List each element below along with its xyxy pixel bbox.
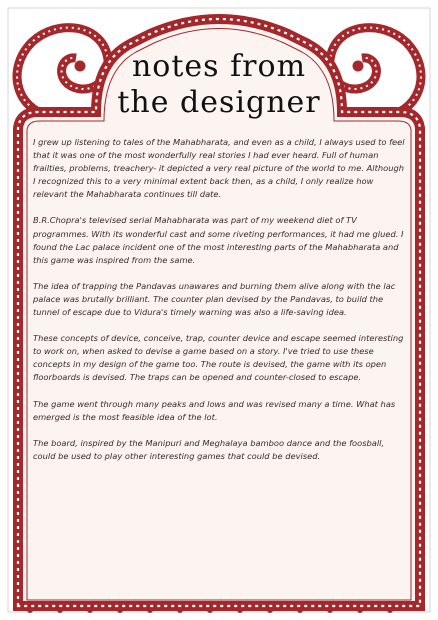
paragraph-6: The board, inspired by the Manipuri and Meghalaya bamboo dance and the foosball, could be used to play other interesting games that could be devised. (33, 437, 385, 461)
title-line-1: notes from (131, 49, 307, 84)
paragraph-4: These concepts of device, conceive, trap, counter device and escape seemed interesting to work on, when asked to devise a game based on a story. I've tried to use these concepts in my design of the game too. The route is devised, the game with its open floorboards is devised. The traps can be opened and counter-closed to escape. (33, 333, 404, 383)
paragraph-5: The game went through many peaks and lows and was revised many a time. What has emerged is the most feasible idea of the lot. (33, 398, 396, 422)
paragraph-2: B.R.Chopra's televised serial Mahabharata was part of my weekend diet of TV programmes. With its wonderful cast and some riveting performances, it had me glued. I found the Lac palace incident one of the most interesting parts of the Mahabharata and this game was inspired from the same. (33, 215, 404, 265)
paragraph-3: The idea of trapping the Pandavas unawares and burning them alive along with the lac palace was brutally brilliant. The counter plan devised by the Pandavas, to build the tunnel of escape due to Vidura's timely warning was also a life-saving idea. (33, 280, 396, 318)
title-line-2: the designer (117, 85, 321, 120)
paragraph-1: I grew up listening to tales of the Mahabharata, and even as a child, I always used to feel that it was one of the most wonderfully real stories I had ever heard. Full of human frailties, problems, treachery- it depicted a very real picture of the world to me. Although I recognized this to a very minimal extent back then, as a child, I only realize how relevant the Mahabharata continues till date. (33, 137, 405, 200)
designer-notes-body (33, 136, 408, 476)
